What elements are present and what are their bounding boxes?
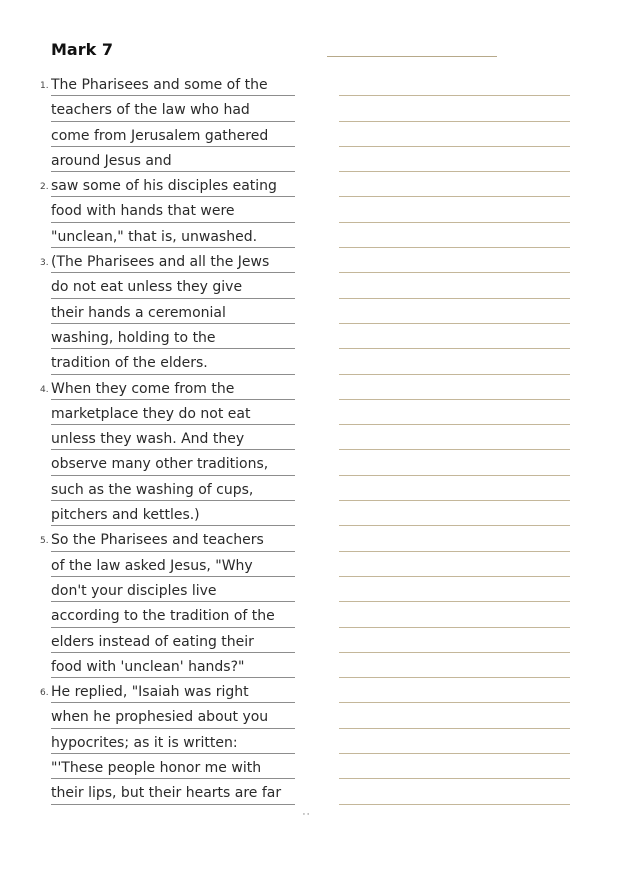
text-underline <box>51 753 295 754</box>
verse-line <box>36 275 298 300</box>
verse-text: "'These people honor me with <box>51 760 262 777</box>
text-underline <box>51 728 295 729</box>
text-underline <box>51 475 295 476</box>
writing-line[interactable] <box>339 528 570 553</box>
verse-text: around Jesus and <box>51 152 172 169</box>
writing-line[interactable] <box>339 630 570 655</box>
verse-text: their lips, but their hearts are far <box>51 785 282 802</box>
verse-text: come from Jerusalem gathered <box>51 127 269 144</box>
writing-line[interactable] <box>339 402 570 427</box>
verse-text: He replied, "Isaiah was right <box>51 684 249 701</box>
writing-line[interactable] <box>339 655 570 680</box>
text-underline <box>51 146 295 147</box>
text-underline <box>51 652 295 653</box>
verse-line <box>36 225 298 250</box>
text-underline <box>51 171 295 172</box>
verse-text: tradition of the elders. <box>51 355 208 372</box>
verse-text: marketplace they do not eat <box>51 405 251 422</box>
writing-line[interactable] <box>339 427 570 452</box>
scripture-text-column <box>36 73 298 807</box>
verse-text: of the law asked Jesus, "Why <box>51 557 253 574</box>
writing-line[interactable] <box>339 705 570 730</box>
verse-text: such as the washing of cups, <box>51 481 254 498</box>
verse-line <box>36 199 298 224</box>
verse-line <box>36 73 298 98</box>
writing-line[interactable] <box>339 98 570 123</box>
verse-text: pitchers and kettles.) <box>51 507 200 524</box>
text-underline <box>51 804 295 805</box>
writing-line[interactable] <box>339 149 570 174</box>
verse-number: 5. <box>40 536 49 547</box>
verse-line <box>36 478 298 503</box>
verse-line <box>36 756 298 781</box>
verse-text: elders instead of eating their <box>51 633 254 650</box>
text-underline <box>51 272 295 273</box>
verse-line <box>36 680 298 705</box>
title-writing-line[interactable] <box>327 56 497 57</box>
verse-text: observe many other traditions, <box>51 456 269 473</box>
verse-line <box>36 604 298 629</box>
verse-line <box>36 326 298 351</box>
writing-line[interactable] <box>339 124 570 149</box>
verse-line <box>36 427 298 452</box>
verse-text: food with 'unclean' hands?" <box>51 658 245 675</box>
writing-line[interactable] <box>339 680 570 705</box>
verse-number: 3. <box>40 258 49 269</box>
verse-line <box>36 301 298 326</box>
text-underline <box>51 424 295 425</box>
verse-text: when he prophesied about you <box>51 709 269 726</box>
writing-line[interactable] <box>339 326 570 351</box>
text-underline <box>51 778 295 779</box>
text-underline <box>51 95 295 96</box>
writing-line[interactable] <box>339 250 570 275</box>
verse-line <box>36 174 298 199</box>
text-underline <box>51 348 295 349</box>
verse-line <box>36 250 298 275</box>
text-underline <box>51 500 295 501</box>
text-underline <box>51 247 295 248</box>
text-underline <box>51 601 295 602</box>
writing-line[interactable] <box>339 174 570 199</box>
verse-number: 6. <box>40 688 49 699</box>
verse-line <box>36 98 298 123</box>
verse-text: hypocrites; as it is written: <box>51 734 238 751</box>
text-underline <box>51 449 295 450</box>
verse-text: (The Pharisees and all the Jews <box>51 254 270 271</box>
verse-text: according to the tradition of the <box>51 608 275 625</box>
writing-line[interactable] <box>339 275 570 300</box>
writing-line[interactable] <box>339 604 570 629</box>
text-underline <box>51 399 295 400</box>
writing-line[interactable] <box>339 781 570 806</box>
text-underline <box>51 121 295 122</box>
verse-line <box>36 554 298 579</box>
verse-line <box>36 781 298 806</box>
verse-text: The Pharisees and some of the <box>51 77 268 93</box>
text-underline <box>51 222 295 223</box>
writing-line[interactable] <box>339 503 570 528</box>
text-underline <box>51 702 295 703</box>
writing-line[interactable] <box>339 756 570 781</box>
writing-line[interactable] <box>339 225 570 250</box>
text-underline <box>51 525 295 526</box>
verse-text: do not eat unless they give <box>51 279 243 296</box>
verse-line <box>36 503 298 528</box>
verse-line <box>36 528 298 553</box>
page-title: Mark 7 <box>51 40 113 59</box>
verse-text: don't your disciples live <box>51 582 217 599</box>
handwriting-practice-column <box>339 73 570 807</box>
verse-number: 1. <box>40 81 49 91</box>
writing-line[interactable] <box>339 731 570 756</box>
verse-text: saw some of his disciples eating <box>51 178 277 195</box>
text-underline <box>51 323 295 324</box>
page-number-mark: ' ' <box>303 812 310 820</box>
text-underline <box>51 196 295 197</box>
text-underline <box>51 677 295 678</box>
verse-text: their hands a ceremonial <box>51 304 226 321</box>
verse-number: 4. <box>40 384 49 395</box>
verse-text: food with hands that were <box>51 203 235 220</box>
verse-text: "unclean," that is, unwashed. <box>51 228 258 245</box>
verse-number: 2. <box>40 182 49 193</box>
verse-text: When they come from the <box>51 380 235 397</box>
text-underline <box>51 374 295 375</box>
verse-line <box>36 630 298 655</box>
verse-line <box>36 124 298 149</box>
verse-line <box>36 655 298 680</box>
verse-line <box>36 452 298 477</box>
text-underline <box>51 551 295 552</box>
writing-line[interactable] <box>339 554 570 579</box>
verse-text: teachers of the law who had <box>51 102 250 119</box>
writing-line[interactable] <box>339 478 570 503</box>
verse-text: So the Pharisees and teachers <box>51 532 264 549</box>
text-underline <box>51 298 295 299</box>
verse-text: unless they wash. And they <box>51 431 245 448</box>
verse-line <box>36 579 298 604</box>
writing-line[interactable] <box>339 301 570 326</box>
writing-line[interactable] <box>339 199 570 224</box>
verse-line <box>36 731 298 756</box>
text-underline <box>51 627 295 628</box>
writing-line[interactable] <box>339 452 570 477</box>
verse-line <box>36 351 298 376</box>
writing-line[interactable] <box>339 377 570 402</box>
verse-line <box>36 377 298 402</box>
writing-line[interactable] <box>339 579 570 604</box>
verse-text: washing, holding to the <box>51 329 216 346</box>
writing-line[interactable] <box>339 351 570 376</box>
verse-line <box>36 705 298 730</box>
verse-line <box>36 149 298 174</box>
writing-line[interactable] <box>339 73 570 98</box>
text-underline <box>51 576 295 577</box>
verse-line <box>36 402 298 427</box>
